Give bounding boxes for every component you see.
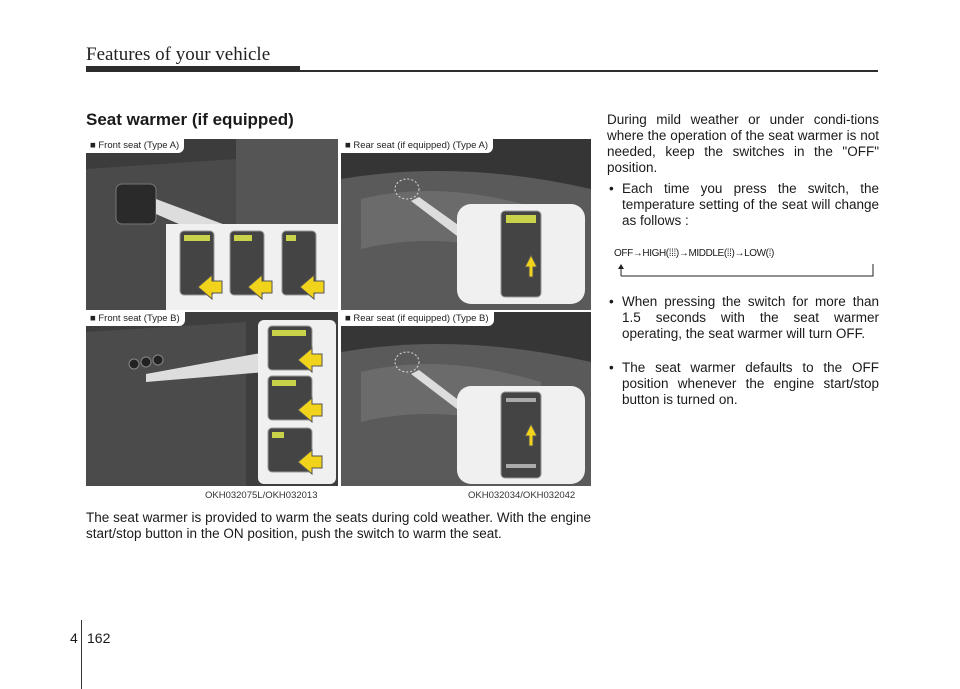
bullet-dot: • <box>609 294 614 309</box>
rear-seat-a-illustration <box>341 139 591 310</box>
front-seat-type-a-figure <box>86 139 338 310</box>
front-seat-a-label: ■ Front seat (Type A) <box>86 139 184 153</box>
page-number: 162 <box>87 630 111 646</box>
front-seat-b-label: ■ Front seat (Type B) <box>86 312 185 326</box>
arrow-icon: → <box>632 248 643 259</box>
right-figure-code: OKH032034/OKH032042 <box>468 490 576 501</box>
front-seat-b-illustration <box>86 312 338 486</box>
chapter-number: 4 <box>70 630 78 646</box>
rear-seat-type-b-figure <box>341 312 591 486</box>
footer-divider <box>81 620 82 689</box>
bullet-dot: • <box>609 360 614 375</box>
rear-seat-b-illustration <box>341 312 591 486</box>
section-title: Seat warmer (if equipped) <box>86 110 294 129</box>
intro-paragraph: The seat warmer is provided to warm the seats during cold weather. With the engine start/stop button in the ON position, push the switch to warm the seat. <box>86 510 591 541</box>
cycle-off: OFF <box>614 248 633 259</box>
rear-seat-type-a-figure <box>341 139 591 310</box>
bullet-temperature-cycle: • Each time you press the switch, the temperature setting of the seat will change as follows : <box>609 181 879 228</box>
bullet-long-press: • When pressing the switch for more than 1.5 seconds with the seat warmer operating, the seat warmer will turn OFF. <box>609 294 879 341</box>
arrow-icon: → <box>678 248 689 259</box>
front-seat-a-illustration <box>86 139 338 310</box>
rear-seat-b-label: ■ Rear seat (if equipped) (Type B) <box>341 312 494 326</box>
temperature-cycle-diagram: OFF→HIGH(⁞⁞⁞)→MIDDLE(⁞⁞)→LOW(⁞) <box>614 248 774 259</box>
bullet-dot: • <box>609 181 614 196</box>
bullet-default-off: • The seat warmer defaults to the OFF position whenever the engine start/stop button is turned on. <box>609 360 879 407</box>
heat-level-1-icon: ⁞ <box>768 248 771 259</box>
front-seat-type-b-figure <box>86 312 338 486</box>
arrow-icon: → <box>734 248 745 259</box>
heat-level-2-icon: ⁞⁞ <box>726 248 732 259</box>
left-figure-code: OKH032075L/OKH032013 <box>205 490 318 501</box>
heat-level-3-icon: ⁞⁞⁞ <box>668 248 676 259</box>
header-bar <box>86 66 300 72</box>
running-header: Features of your vehicle <box>86 44 271 65</box>
cycle-high: HIGH( <box>642 248 669 259</box>
cycle-low: LOW( <box>744 248 769 259</box>
cycle-return-arrow-icon <box>616 262 878 278</box>
header-rule <box>300 70 878 72</box>
rear-seat-a-label: ■ Rear seat (if equipped) (Type A) <box>341 139 493 153</box>
mild-weather-paragraph: During mild weather or under condi-tions where the operation of the seat warmer is not needed, keep the switches in the "OFF" position. <box>607 112 879 175</box>
cycle-middle: MIDDLE( <box>688 248 727 259</box>
